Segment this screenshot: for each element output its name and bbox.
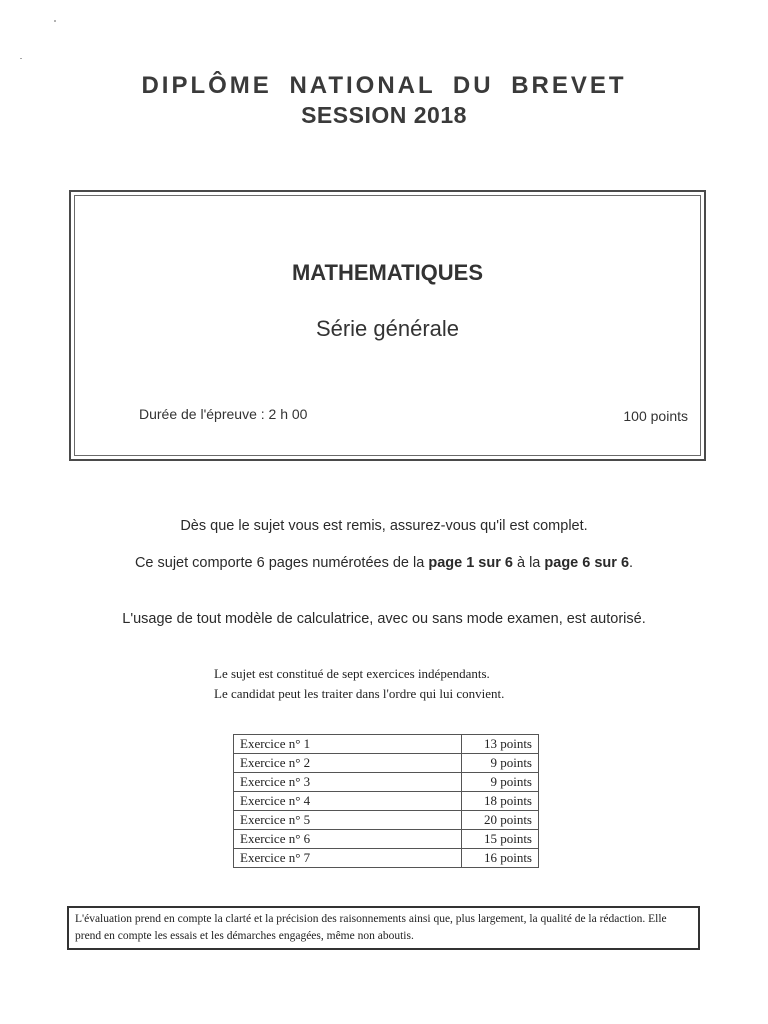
subject-series: Série générale bbox=[315, 316, 460, 341]
table-row bbox=[234, 792, 539, 811]
page-count-last: page 6 sur 6 bbox=[544, 555, 630, 571]
scan-speck bbox=[20, 58, 22, 59]
exercise-points: 15 points bbox=[462, 830, 539, 849]
instruction-line-1: Le sujet est constitué de sept exercices indépendants. bbox=[214, 666, 490, 681]
table-row bbox=[234, 849, 539, 868]
table-row bbox=[234, 830, 539, 849]
scan-speck bbox=[54, 20, 56, 22]
exercise-label: Exercice n° 3 bbox=[234, 773, 462, 792]
exercise-label: Exercice n° 5 bbox=[234, 811, 462, 830]
exercise-points-table bbox=[233, 734, 539, 868]
exercise-label: Exercice n° 7 bbox=[234, 849, 462, 868]
page-count-first: page 1 sur 6 bbox=[428, 555, 513, 571]
exercise-points: 18 points bbox=[462, 792, 539, 811]
total-points: 100 points bbox=[623, 408, 688, 424]
exercise-points: 20 points bbox=[462, 811, 539, 830]
exercise-label: Exercice n° 1 bbox=[234, 735, 462, 754]
page-count-mid: à la bbox=[512, 555, 545, 571]
completeness-notice: Dès que le sujet vous est remis, assurez-vous qu'il est complet. bbox=[180, 518, 588, 534]
instruction-line-2: Le candidat peut les traiter dans l'ordre qui lui convient. bbox=[214, 686, 505, 701]
exercise-label: Exercice n° 4 bbox=[234, 792, 462, 811]
exam-title: DIPLÔME NATIONAL DU BREVET bbox=[141, 72, 627, 99]
table-row bbox=[234, 811, 539, 830]
table-row bbox=[234, 773, 539, 792]
page-count-notice bbox=[0, 555, 768, 571]
page-count-suffix: . bbox=[629, 555, 634, 571]
exam-session: SESSION 2018 bbox=[301, 102, 467, 128]
subject-title: MATHEMATIQUES bbox=[291, 260, 484, 285]
exercise-points: 13 points bbox=[462, 735, 539, 754]
exercise-label: Exercice n° 6 bbox=[234, 830, 462, 849]
evaluation-note: L'évaluation prend en compte la clarté et la précision des raisonnements ainsi que, plus largement, la qualité de la rédaction. Elle prend en compte les essais et les démarches engagées, même non aboutis. bbox=[67, 906, 700, 950]
exercise-points: 9 points bbox=[462, 754, 539, 773]
subject-box bbox=[69, 190, 706, 461]
exercise-label: Exercice n° 2 bbox=[234, 754, 462, 773]
exercise-points: 16 points bbox=[462, 849, 539, 868]
exercise-points: 9 points bbox=[462, 773, 539, 792]
table-row bbox=[234, 754, 539, 773]
exam-duration: Durée de l'épreuve : 2 h 00 bbox=[139, 406, 308, 422]
calculator-notice: L'usage de tout modèle de calculatrice, avec ou sans mode examen, est autorisé. bbox=[122, 611, 646, 627]
page-count-prefix: Ce sujet comporte 6 pages numérotées de la bbox=[134, 555, 429, 571]
table-row bbox=[234, 735, 539, 754]
